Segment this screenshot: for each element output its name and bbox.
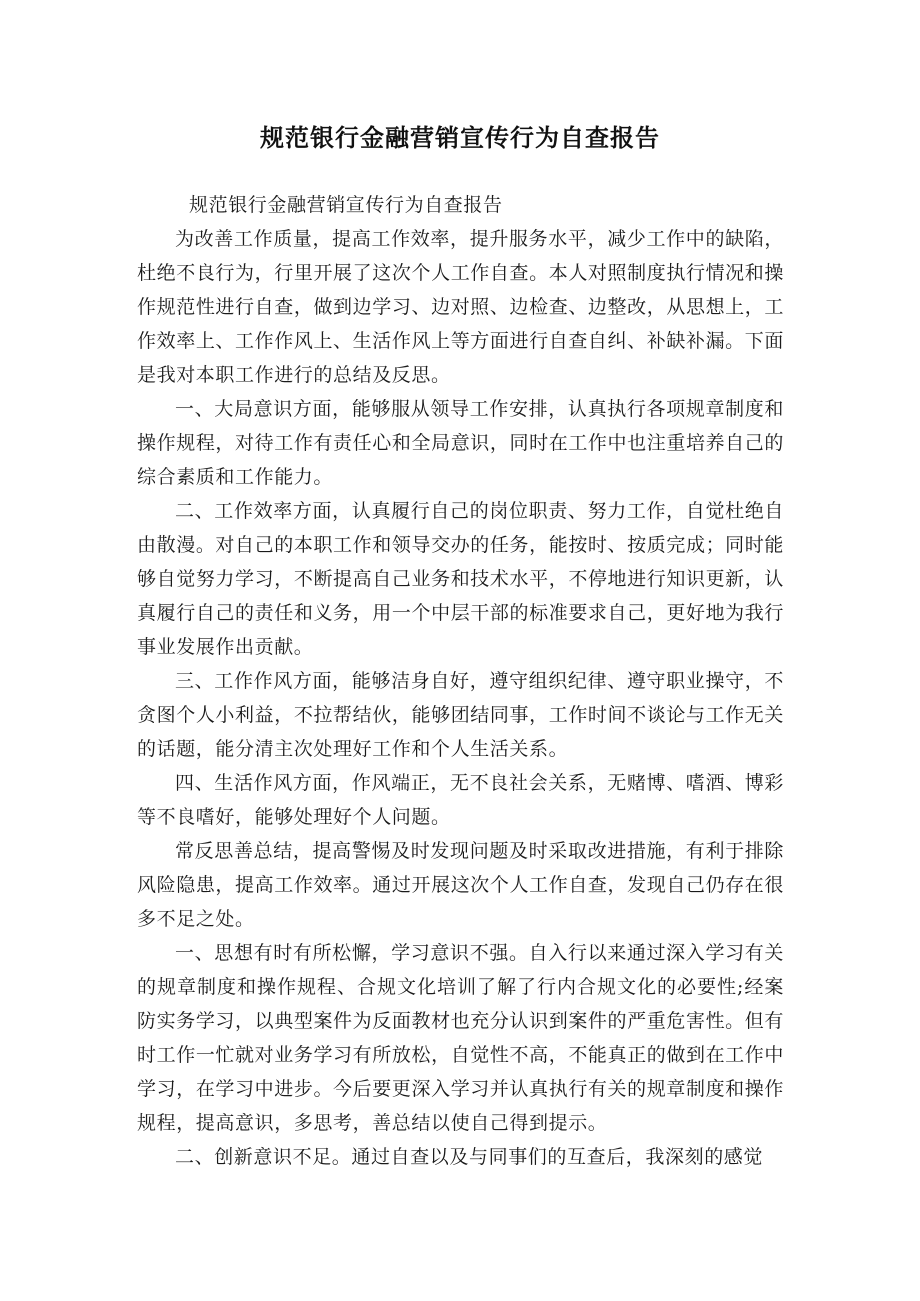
paragraph-work-style: 三、工作作风方面，能够洁身自好，遵守组织纪律、遵守职业操守，不贪图个人小利益，不拉帮结伙，能够团结同事，工作时间不谈论与工作无关的话题，能分清主次处理好工作和个人生活关系。 — [137, 670, 784, 760]
document-subtitle: 规范银行金融营销宣传行为自查报告 — [189, 194, 503, 216]
paragraph-overall-awareness: 一、大局意识方面，能够服从领导工作安排，认真执行各项规章制度和操作规程，对待工作有责任心和全局意识，同时在工作中也注重培养自己的综合素质和工作能力。 — [137, 398, 784, 488]
paragraph-reflection: 常反思善总结，提高警惕及时发现问题及时采取改进措施，有利于排除风险隐患，提高工作效率。通过开展这次个人工作自查，发现自己仍存在很多不足之处。 — [137, 840, 784, 930]
paragraph-life-style: 四、生活作风方面，作风端正，无不良社会关系，无赌博、嗜酒、博彩等不良嗜好，能够处理好个人问题。 — [137, 772, 784, 828]
paragraph-weakness-study: 一、思想有时有所松懈，学习意识不强。自入行以来通过深入学习有关的规章制度和操作规程、合规文化培训了解了行内合规文化的必要性;经案防实务学习，以典型案件为反面教材也充分认识到案件的严重危害性。但有时工作一忙就对业务学习有所放松，自觉性不高，不能真正的做到在工作中学习，在学习中进步。今后要更深入学习并认真执行有关的规章制度和操作规程，提高意识，多思考，善总结以使自己得到提示。 — [137, 942, 784, 1134]
document-title: 规范银行金融营销宣传行为自查报告 — [260, 124, 660, 152]
paragraph-weakness-innovation: 二、创新意识不足。通过自查以及与同事们的互查后，我深刻的感觉 — [175, 1146, 764, 1168]
paragraph-work-efficiency: 二、工作效率方面，认真履行自己的岗位职责、努力工作，自觉杜绝自由散漫。对自己的本职工作和领导交办的任务，能按时、按质完成；同时能够自觉努力学习，不断提高自己业务和技术水平，不停地进行知识更新，认真履行自己的责任和义务，用一个中层干部的标准要求自己，更好地为我行事业发展作出贡献。 — [137, 500, 784, 658]
document-body — [137, 188, 784, 1174]
paragraph-intro: 为改善工作质量，提高工作效率，提升服务水平，减少工作中的缺陷，杜绝不良行为，行里开展了这次个人工作自查。本人对照制度执行情况和操作规范性进行自查，做到边学习、边对照、边检查、边整改，从思想上，工作效率上、工作作风上、生活作风上等方面进行自查自纠、补缺补漏。下面是我对本职工作进行的总结及反思。 — [137, 228, 784, 386]
